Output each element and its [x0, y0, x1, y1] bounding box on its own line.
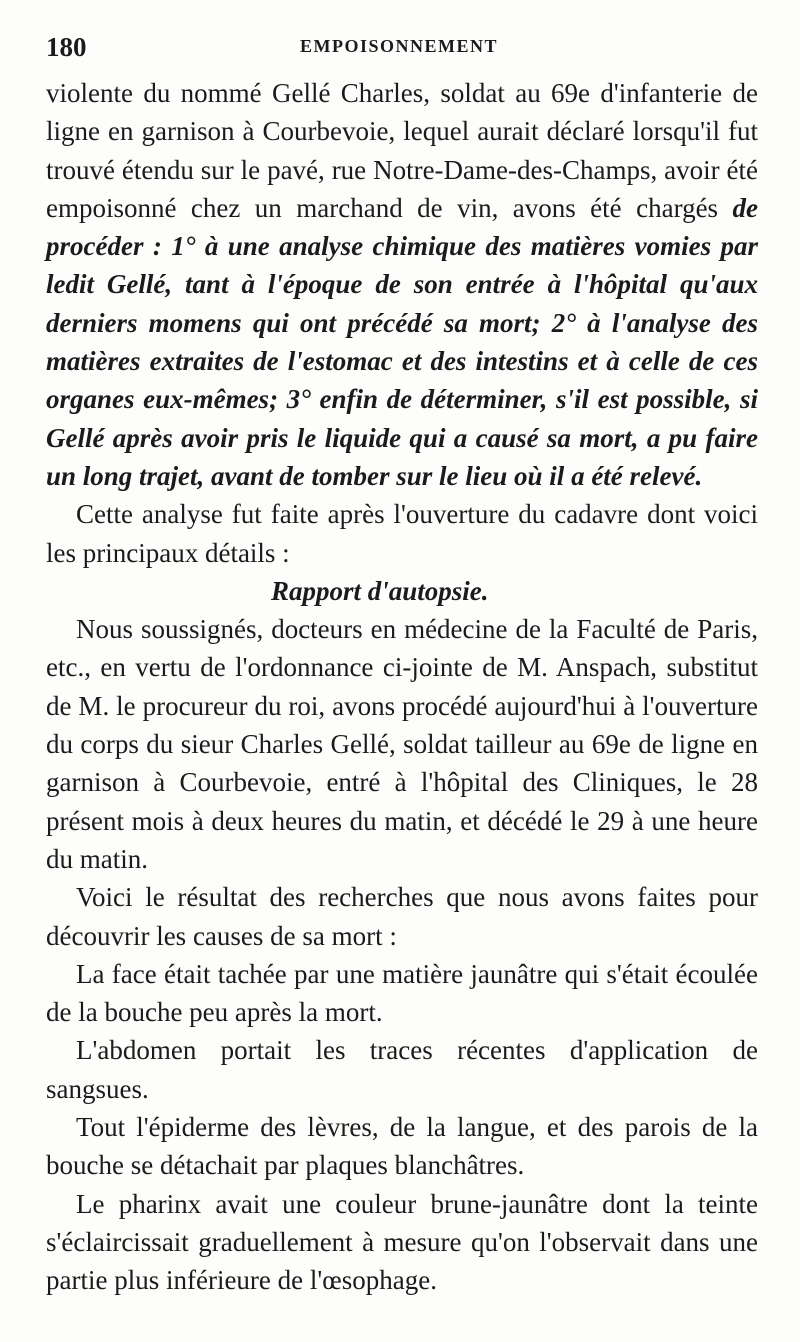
page-number: 180 [46, 32, 87, 62]
paragraph-results: Voici le résultat des recherches que nous avons faites pour découvrir les causes de sa mort : [46, 882, 758, 951]
paragraph-undersigned: Nous soussignés, docteurs en médecine de la Faculté de Paris, etc., en vertu de l'ordonnance ci-jointe de M. Anspach, substitut de M. le procureur du roi, avons procédé aujourd'hui à l'ouverture du corps du sieur Charles Gellé, soldat tailleur au 69e de ligne en garnison à Courbevoie, entré à l'hôpital des Cliniques, le 28 présent mois à deux heures du matin, et décédé le 29 à une heure du matin. [46, 614, 758, 874]
paragraph-epiderm: Tout l'épiderme des lèvres, de la langue, et des parois de la bouche se détachait par plaques blanchâtres. [46, 1112, 758, 1181]
section-title: Rapport d'autopsie. [271, 575, 489, 606]
page-header [0, 28, 800, 68]
paragraph-mission-italic: de procéder : 1° à une analyse chimique des matières vomies par ledit Gellé, tant à l'époque de son entrée à l'hôpital qu'aux derniers momens qui ont précédé sa mort; 2° à l'analyse des matières extraites de l'estomac et des intestins et à celle de ces organes eux-mêmes; 3° enfin de déterminer, s'il est possible, si Gellé après avoir pris le liquide qui a causé sa mort, a pu faire un long trajet, avant de tomber sur le lieu où il a été relevé. [46, 192, 758, 491]
paragraph-mission-lead: violente du nommé Gellé Charles, soldat au 69e d'infanterie de ligne en garnison à Courbevoie, lequel aurait déclaré lorsqu'il fut trouvé étendu sur le pavé, rue Notre-Dame-des-Champs, avoir été empoisonné chez un marchand de vin, avons été chargés [46, 78, 758, 223]
page-body [46, 74, 758, 1300]
paragraph-mission [46, 74, 758, 495]
paragraph-pharynx: Le pharinx avait une couleur brune-jaunâtre dont la teinte s'éclaircissait graduellement à mesure qu'on l'observait dans une partie plus inférieure de l'œsophage. [46, 1188, 758, 1296]
running-head: EMPOISONNEMENT [300, 36, 499, 56]
paragraph-face: La face était tachée par une matière jaunâtre qui s'était écoulée de la bouche peu après la mort. [46, 958, 758, 1028]
paragraph-abdomen: L'abdomen portait les traces récentes d'application de sangsues. [46, 1035, 758, 1104]
paragraph-analysis: Cette analyse fut faite après l'ouverture du cadavre dont voici les principaux détails : [46, 499, 758, 568]
